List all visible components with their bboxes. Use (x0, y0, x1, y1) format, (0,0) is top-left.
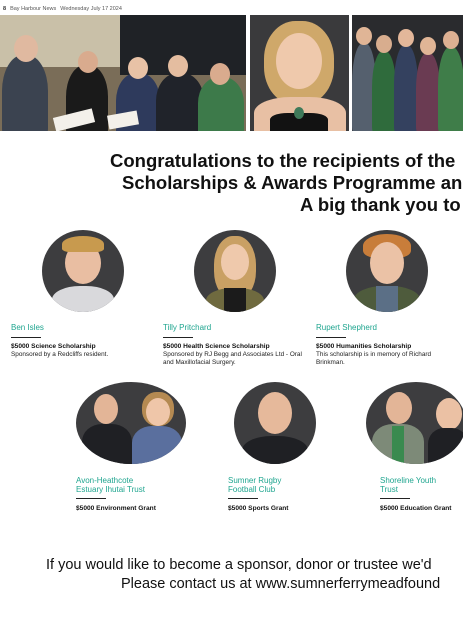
recipient-portrait-ben-isles (42, 230, 124, 312)
recipient-portrait-avon-heathcote (76, 382, 186, 464)
footer-line-1: If you would like to become a sponsor, donor or trustee we'd (46, 557, 432, 573)
recipient-portrait-sumner-rugby (234, 382, 316, 464)
page-number: 8 (3, 6, 7, 12)
grant-title-2: $5000 Sports Grant (228, 505, 289, 512)
award-title-3: $5000 Humanities Scholarship (316, 343, 412, 350)
headline-line-2: Scholarships & Awards Programme an (122, 172, 463, 193)
headline-line-1: Congratulations to the recipients of the (110, 150, 456, 171)
award-title-2: $5000 Health Science Scholarship (163, 343, 270, 350)
group-photo-attendees (352, 15, 463, 131)
recipient-portrait-tilly-pritchard (194, 230, 276, 312)
award-sponsor-1: Sponsored by a Redcliffs resident. (11, 351, 109, 358)
recipient-portrait-rupert-shepherd (346, 230, 428, 312)
footer-line-2: Please contact us at www.sumnerferrymeadfound (121, 576, 441, 592)
recipient-name-2: Tilly Pritchard (163, 323, 212, 332)
grant-recipient-name-2: Sumner Rugby Football Club (228, 476, 282, 494)
grant-recipient-name-1: Avon-Heathcote Estuary Ihutai Trust (76, 476, 145, 494)
headline (0, 150, 463, 220)
footer-call-to-action (0, 557, 463, 597)
divider (380, 498, 410, 499)
divider (228, 498, 258, 499)
divider (76, 498, 106, 499)
award-title-1: $5000 Science Scholarship (11, 343, 96, 350)
page-header (0, 4, 122, 14)
divider (316, 337, 346, 338)
publication-name: Bay Harbour News (10, 6, 57, 12)
divider (11, 337, 41, 338)
grant-title-3: $5000 Education Grant (380, 505, 452, 512)
grant-title-1: $5000 Environment Grant (76, 505, 156, 512)
grant-recipient-name-3: Shoreline Youth Trust (380, 476, 437, 494)
recipient-name-3: Rupert Shepherd (316, 323, 377, 332)
student-portrait-photo (250, 15, 349, 131)
publication-date: Wednesday July 17 2024 (60, 6, 122, 12)
recipient-portrait-shoreline-youth (366, 382, 463, 464)
award-sponsor-2: Sponsored by RJ Begg and Associates Ltd - Oral and Maxillofacial Surgery. (163, 351, 302, 366)
headline-line-3: A big thank you to (300, 194, 461, 215)
award-sponsor-3: This scholarship is in memory of Richard Brinkman. (316, 351, 432, 366)
ceremony-photo-group (0, 15, 246, 131)
recipient-name-1: Ben Isles (11, 323, 44, 332)
divider (163, 337, 193, 338)
